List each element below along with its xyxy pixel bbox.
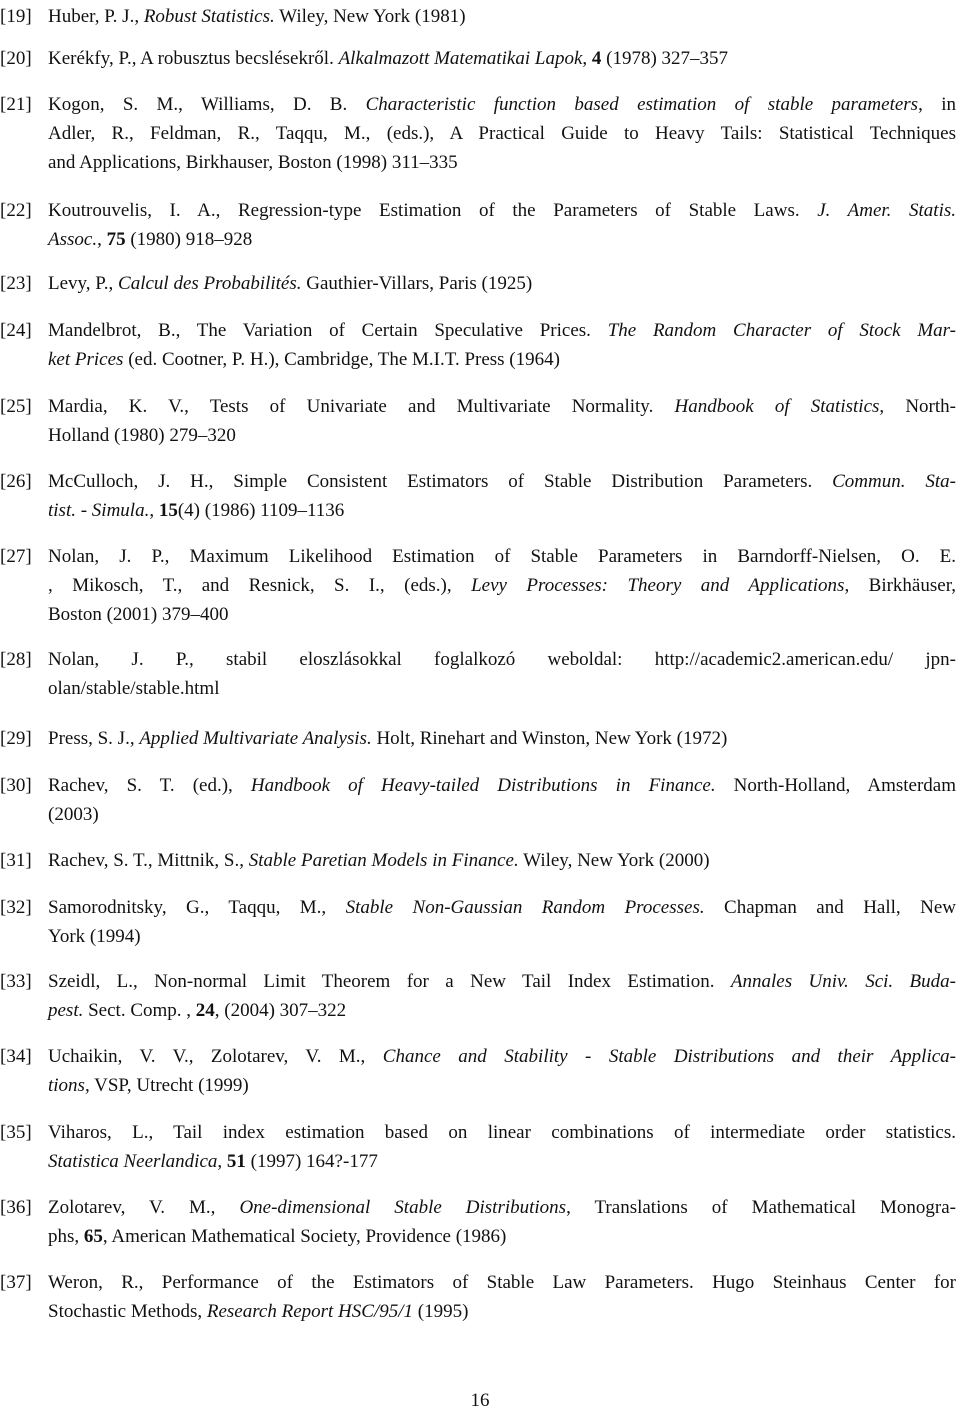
italic-text: Stable Non-Gaussian Random Processes. [345, 897, 705, 918]
italic-text: Characteristic function based estimation of stable parameters [365, 94, 919, 115]
reference-number: [27] [0, 546, 32, 567]
italic-text: J. Amer. Statis. [817, 200, 956, 221]
text-segment: (4) (1986) 1109–1136 [177, 500, 345, 522]
text-segment: Adler, R., Feldman, R., Taqqu, M., (eds.), A Practical Guide to Heavy Tails: Statistical Techniques [48, 123, 956, 145]
text-segment: McCulloch, J. H., Simple Consistent Estimators of Stable Distribution Parameters. [48, 471, 833, 492]
reference-entry [0, 269, 956, 298]
italic-text: The Random Character of Stock Mar- [607, 320, 956, 341]
reference-line [48, 922, 956, 951]
reference-line [48, 44, 956, 73]
reference-text [48, 645, 956, 703]
text-segment: (ed. Cootner, P. H.), Cambridge, The M.I.T. Press (1964) [123, 349, 560, 371]
text-segment: (1978) 327–357 [601, 48, 729, 69]
reference-line [48, 967, 956, 996]
reference-line [48, 421, 956, 450]
reference-entry [0, 2, 956, 31]
reference-number: [31] [0, 850, 32, 871]
reference-line [48, 1147, 956, 1176]
reference-line [48, 800, 956, 829]
text-segment: , in [918, 94, 956, 115]
reference-text [48, 724, 956, 753]
text-segment: Holland (1980) 279–320 [48, 425, 236, 447]
page-number: 16 [470, 1390, 490, 1411]
reference-line [48, 771, 956, 800]
bold-text: 65 [83, 1226, 103, 1248]
reference-text [48, 392, 956, 450]
text-segment: Kogon, S. M., Williams, D. B. [48, 94, 366, 115]
text-segment: Mardia, K. V., Tests of Univariate and Multivariate Normality. [48, 396, 675, 417]
reference-text [48, 269, 956, 298]
reference-number: [26] [0, 471, 32, 492]
reference-line [48, 571, 956, 600]
text-segment: Huber, P. J., [48, 6, 144, 27]
reference-number: [36] [0, 1197, 32, 1218]
reference-text [48, 196, 956, 254]
text-segment: (2003) [48, 804, 99, 826]
bold-text: 4 [591, 48, 602, 69]
text-segment: , American Mathematical Society, Providence (1986) [102, 1226, 507, 1248]
reference-line [48, 674, 956, 703]
reference-text [48, 2, 956, 31]
reference-line [48, 269, 956, 298]
reference-text [48, 893, 956, 951]
reference-entry [0, 1042, 956, 1100]
reference-number: [28] [0, 649, 32, 670]
reference-entry [0, 196, 956, 254]
text-segment: , [582, 48, 592, 69]
reference-line [48, 316, 956, 345]
reference-entry [0, 967, 956, 1025]
reference-entry [0, 90, 956, 178]
text-segment: Boston (2001) 379–400 [48, 604, 229, 626]
reference-entry [0, 724, 956, 753]
reference-line [48, 225, 956, 254]
text-segment: Wiley, New York (1981) [274, 6, 466, 27]
text-segment: Nolan, J. P., Maximum Likelihood Estimation of Stable Parameters in Barndorff-Nielsen, O. E. [48, 546, 956, 567]
reference-line [48, 1118, 956, 1147]
italic-text: Levy Processes: Theory and Applications [471, 575, 845, 597]
italic-text: Chance and Stability - Stable Distributions and their Applica- [382, 1046, 956, 1067]
text-segment: Holt, Rinehart and Winston, New York (1972) [371, 728, 728, 749]
reference-text [48, 542, 956, 630]
italic-text: Stable Paretian Models in Finance. [248, 850, 519, 871]
text-segment: (1980) 918–928 [125, 229, 253, 251]
reference-line [48, 600, 956, 629]
bold-text: 24 [195, 1000, 215, 1022]
reference-line [48, 1042, 956, 1071]
text-segment: North-Holland, Amsterdam [715, 775, 956, 796]
text-segment: Nolan, J. P., stabil eloszlásokkal foglalkozó weboldal: http://academic2.american.edu/ jpn- [48, 649, 956, 670]
text-segment: Kerékfy, P., A robusztus becslésekről. [48, 48, 339, 69]
text-segment: and Applications, Birkhauser, Boston (1998) 311–335 [48, 152, 458, 174]
reference-number: [35] [0, 1122, 32, 1143]
reference-line [48, 467, 956, 496]
reference-line [48, 1268, 956, 1297]
bold-text: 51 [226, 1151, 246, 1173]
reference-line [48, 645, 956, 674]
reference-entry [0, 1193, 956, 1251]
reference-line [48, 542, 956, 571]
reference-entry [0, 893, 956, 951]
reference-text [48, 1193, 956, 1251]
reference-number: [25] [0, 396, 32, 417]
italic-text: Assoc. [48, 229, 98, 251]
text-segment: Mandelbrot, B., The Variation of Certain Speculative Prices. [48, 320, 608, 341]
text-segment: Szeidl, L., Non-normal Limit Theorem for a New Tail Index Estimation. [48, 971, 731, 992]
text-segment: Gauthier-Villars, Paris (1925) [301, 273, 533, 294]
reference-text [48, 1118, 956, 1176]
italic-text: One-dimensional Stable Distributions [239, 1197, 567, 1218]
reference-line [48, 1297, 956, 1326]
reference-entry [0, 467, 956, 525]
italic-text: Alkalmazott Matematikai Lapok [338, 48, 583, 69]
reference-line [48, 1193, 956, 1222]
reference-entry [0, 771, 956, 829]
text-segment: , VSP, Utrecht (1999) [84, 1075, 249, 1097]
reference-line [48, 1071, 956, 1100]
reference-entry [0, 846, 956, 875]
text-segment: (1995) [413, 1301, 469, 1323]
text-segment: , Mikosch, T., and Resnick, S. I., (eds.), [48, 575, 472, 597]
text-segment: Viharos, L., Tail index estimation based on linear combinations of intermediate order statistics. [48, 1122, 956, 1143]
reference-number: [37] [0, 1272, 32, 1293]
text-segment: Koutrouvelis, I. A., Regression-type Estimation of the Parameters of Stable Laws. [48, 200, 818, 221]
reference-line [48, 2, 956, 31]
text-segment: , [149, 500, 159, 522]
text-segment: olan/stable/stable.html [48, 678, 220, 700]
italic-text: pest. [48, 1000, 84, 1022]
italic-text: ket Prices [48, 349, 124, 371]
reference-line [48, 893, 956, 922]
text-segment: , [97, 229, 107, 251]
italic-text: Handbook of Heavy-tailed Distributions in Finance. [250, 775, 716, 796]
reference-number: [21] [0, 94, 32, 115]
italic-text: Robust Statistics. [143, 6, 275, 27]
text-segment: Rachev, S. T., Mittnik, S., [48, 850, 249, 871]
bold-text: 75 [106, 229, 126, 251]
text-segment: Chapman and Hall, New [704, 897, 956, 918]
reference-number: [33] [0, 971, 32, 992]
reference-line [48, 345, 956, 374]
reference-text [48, 846, 956, 875]
reference-text [48, 44, 956, 73]
text-segment: , [217, 1151, 227, 1173]
italic-text: Research Report HSC/95/1 [206, 1301, 414, 1323]
text-segment: Sect. Comp. , [83, 1000, 196, 1022]
italic-text: Commun. Sta- [832, 471, 956, 492]
reference-line [48, 392, 956, 421]
italic-text: tions [48, 1075, 85, 1097]
reference-number: [32] [0, 897, 32, 918]
italic-text: Calcul des Probabilités. [118, 273, 302, 294]
reference-line [48, 148, 956, 177]
reference-line [48, 724, 956, 753]
text-segment: , (2004) 307–322 [214, 1000, 347, 1022]
reference-text [48, 771, 956, 829]
italic-text: Statistica Neerlandica [48, 1151, 218, 1173]
reference-entry [0, 1118, 956, 1176]
reference-number: [20] [0, 48, 32, 69]
italic-text: Handbook of Statistics [674, 396, 880, 417]
reference-text [48, 467, 956, 525]
italic-text: Applied Multivariate Analysis. [139, 728, 372, 749]
reference-line [48, 196, 956, 225]
reference-number: [22] [0, 200, 32, 221]
text-segment: Weron, R., Performance of the Estimators of Stable Law Parameters. Hugo Steinhaus Center for [48, 1272, 956, 1293]
text-segment: Uchaikin, V. V., Zolotarev, V. M., [48, 1046, 383, 1067]
text-segment: , Birkhäuser, [844, 575, 957, 597]
reference-number: [30] [0, 775, 32, 796]
reference-entry [0, 392, 956, 450]
text-segment: Stochastic Methods, [48, 1301, 207, 1323]
reference-line [48, 119, 956, 148]
text-segment: , North- [879, 396, 956, 417]
text-segment: , Translations of Mathematical Monogra- [566, 1197, 956, 1218]
text-segment: York (1994) [48, 926, 141, 948]
text-segment: Rachev, S. T. (ed.), [48, 775, 251, 796]
text-segment: (1997) 164?-177 [245, 1151, 378, 1173]
reference-entry [0, 44, 956, 73]
reference-number: [23] [0, 273, 32, 294]
reference-text [48, 316, 956, 374]
text-segment: Press, S. J., [48, 728, 140, 749]
reference-number: [34] [0, 1046, 32, 1067]
text-segment: Wiley, New York (2000) [518, 850, 710, 871]
italic-text: tist. - Simula. [48, 500, 150, 522]
reference-line [48, 996, 956, 1025]
reference-number: [24] [0, 320, 32, 341]
reference-line [48, 846, 956, 875]
reference-entry [0, 542, 956, 630]
italic-text: Annales Univ. Sci. Buda- [730, 971, 956, 992]
reference-entry [0, 316, 956, 374]
reference-text [48, 967, 956, 1025]
reference-text [48, 1268, 956, 1326]
reference-line [48, 1222, 956, 1251]
text-segment: Samorodnitsky, G., Taqqu, M., [48, 897, 346, 918]
reference-entry [0, 1268, 956, 1326]
reference-number: [19] [0, 6, 32, 27]
text-segment: Zolotarev, V. M., [48, 1197, 240, 1218]
bold-text: 15 [158, 500, 178, 522]
reference-line [48, 90, 956, 119]
reference-entry [0, 645, 956, 703]
reference-text [48, 1042, 956, 1100]
reference-number: [29] [0, 728, 32, 749]
reference-line [48, 496, 956, 525]
text-segment: phs, [48, 1226, 84, 1248]
text-segment: Levy, P., [48, 273, 119, 294]
reference-text [48, 90, 956, 178]
